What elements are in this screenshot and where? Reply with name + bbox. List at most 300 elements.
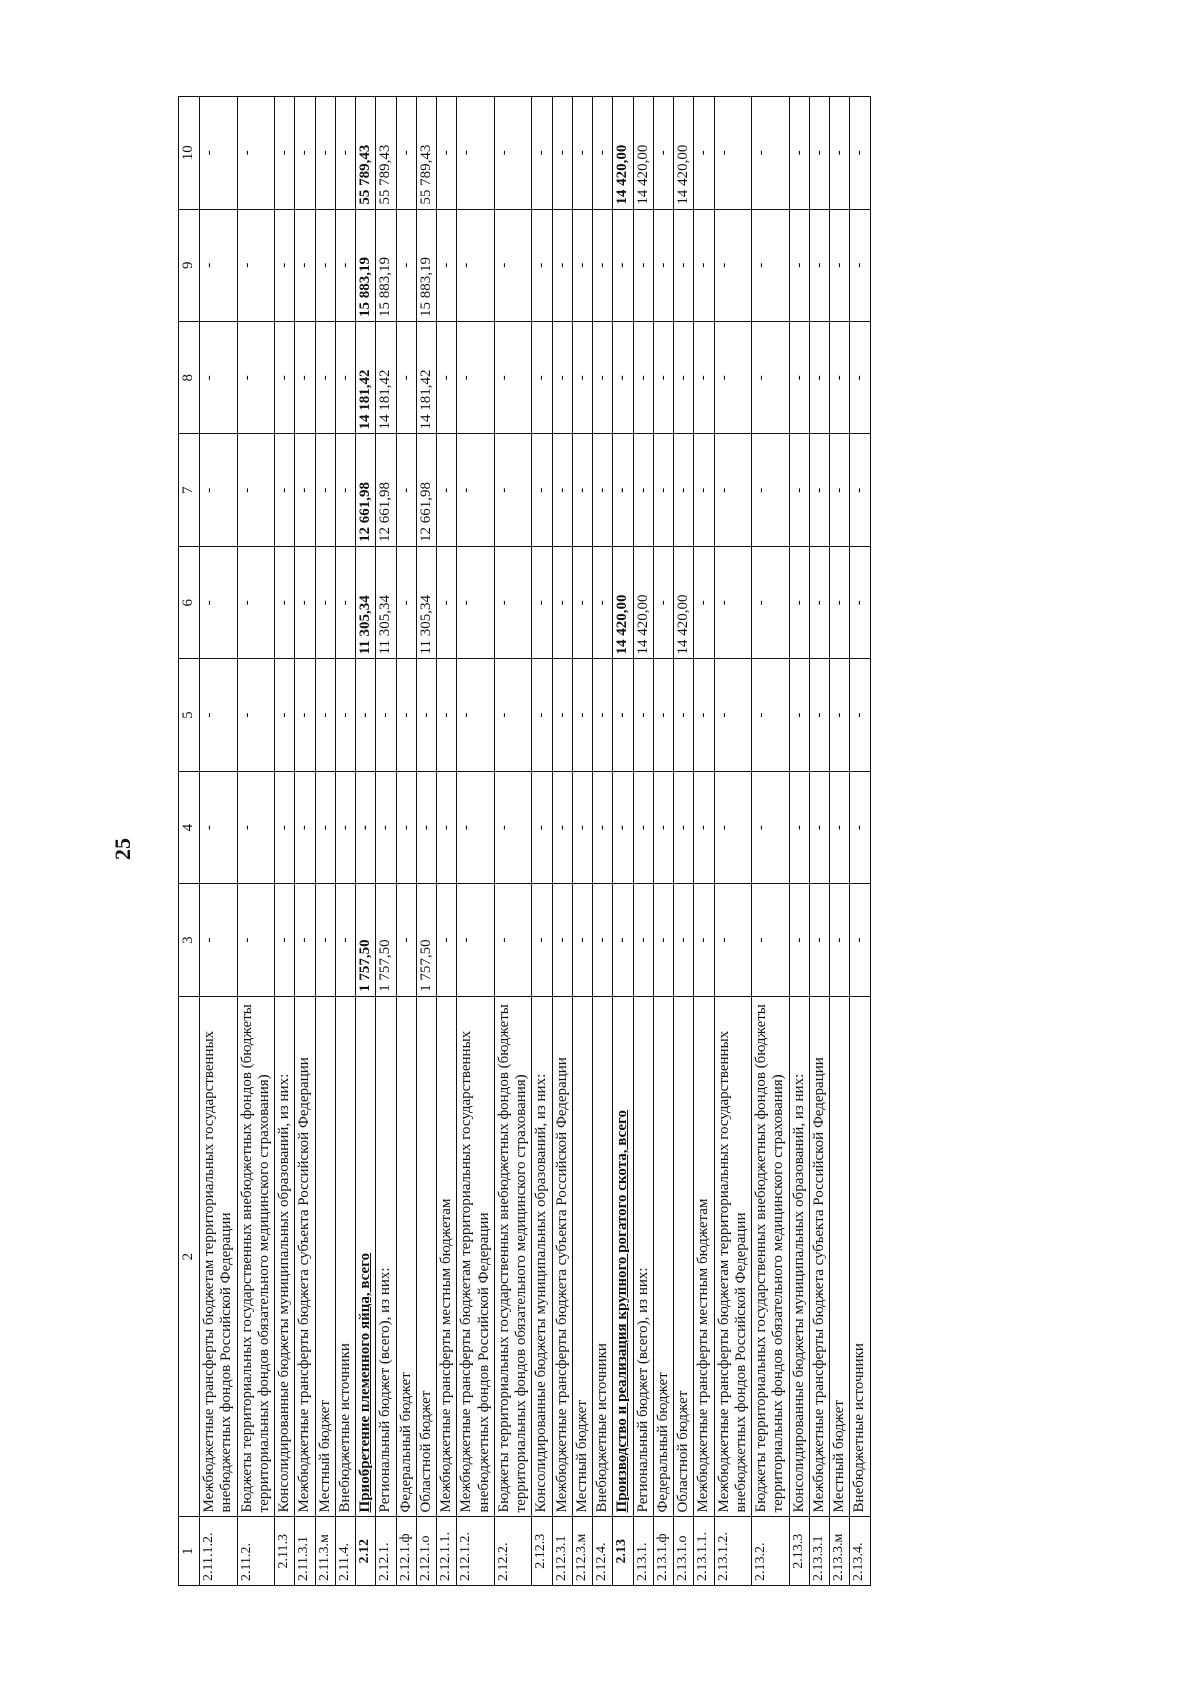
- value-cell: -: [532, 209, 552, 321]
- value-cell: -: [674, 209, 694, 321]
- value-cell: -: [532, 771, 552, 883]
- row-code: 2.12.3.1: [552, 1517, 572, 1586]
- value-cell: -: [396, 209, 416, 321]
- value-cell: -: [335, 546, 355, 658]
- value-cell: -: [237, 546, 275, 658]
- row-name: Межбюджетные трансферты бюджетам территориальных государственных внебюджетных фондов Российской Федерации: [714, 996, 752, 1517]
- value-cell: -: [694, 209, 714, 321]
- value-cell: -: [457, 546, 495, 658]
- value-cell: -: [275, 209, 295, 321]
- row-code: 2.11.1.2.: [200, 1517, 238, 1586]
- value-cell: -: [674, 884, 694, 996]
- row-name: Межбюджетные трансферты бюджета субъекта Российской Федерации: [809, 996, 829, 1517]
- value-cell: 12 661,98: [376, 434, 396, 546]
- row-code: 2.11.3.м: [315, 1517, 335, 1586]
- value-cell: -: [653, 659, 673, 771]
- row-name: Внебюджетные источники: [850, 996, 870, 1517]
- value-cell: 1 757,50: [356, 884, 376, 996]
- value-cell: -: [752, 546, 790, 658]
- value-cell: -: [552, 659, 572, 771]
- row-name: Областной бюджет: [416, 996, 436, 1517]
- value-cell: -: [809, 322, 829, 434]
- value-cell: -: [613, 434, 633, 546]
- value-cell: -: [275, 322, 295, 434]
- value-cell: -: [200, 97, 238, 210]
- value-cell: -: [572, 659, 592, 771]
- value-cell: -: [494, 884, 532, 996]
- value-cell: -: [633, 771, 653, 883]
- value-cell: -: [850, 771, 870, 883]
- table-row: [275, 97, 295, 1586]
- value-cell: -: [694, 771, 714, 883]
- value-cell: -: [552, 434, 572, 546]
- value-cell: 12 661,98: [416, 434, 436, 546]
- value-cell: -: [494, 546, 532, 658]
- row-code: 2.11.4.: [335, 1517, 355, 1586]
- value-cell: -: [315, 322, 335, 434]
- row-code: 2.13.3: [789, 1517, 809, 1586]
- row-name: Консолидированные бюджеты муниципальных образований, из них:: [275, 996, 295, 1517]
- value-cell: -: [809, 659, 829, 771]
- table-row: [315, 97, 335, 1586]
- table-row: [830, 97, 850, 1586]
- value-cell: 11 305,34: [356, 546, 376, 658]
- column-header: 2: [179, 996, 200, 1517]
- value-cell: -: [457, 659, 495, 771]
- value-cell: -: [315, 771, 335, 883]
- row-name: Межбюджетные трансферты бюджетам территориальных государственных внебюджетных фондов Российской Федерации: [457, 996, 495, 1517]
- value-cell: -: [437, 209, 457, 321]
- value-cell: -: [295, 434, 315, 546]
- value-cell: -: [653, 322, 673, 434]
- row-name: Бюджеты территориальных государственных внебюджетных фондов (бюджеты территориальных фондов обязательного медицинского страхования): [752, 996, 790, 1517]
- table-row: [593, 97, 613, 1586]
- value-cell: -: [613, 884, 633, 996]
- value-cell: -: [200, 884, 238, 996]
- value-cell: -: [295, 771, 315, 883]
- column-header: 5: [179, 659, 200, 771]
- value-cell: -: [809, 771, 829, 883]
- value-cell: 14 420,00: [633, 546, 653, 658]
- value-cell: -: [552, 884, 572, 996]
- table-row: [653, 97, 673, 1586]
- table-row: [572, 97, 592, 1586]
- table-row: [335, 97, 355, 1586]
- value-cell: -: [237, 209, 275, 321]
- value-cell: -: [275, 546, 295, 658]
- value-cell: -: [237, 659, 275, 771]
- value-cell: -: [809, 546, 829, 658]
- value-cell: -: [830, 546, 850, 658]
- value-cell: -: [396, 771, 416, 883]
- row-code: 2.13.2.: [752, 1517, 790, 1586]
- value-cell: -: [830, 659, 850, 771]
- row-code: 2.13.1.2.: [714, 1517, 752, 1586]
- value-cell: -: [237, 97, 275, 210]
- value-cell: -: [494, 659, 532, 771]
- value-cell: -: [335, 771, 355, 883]
- value-cell: -: [396, 659, 416, 771]
- value-cell: -: [396, 884, 416, 996]
- row-name: Внебюджетные источники: [335, 996, 355, 1517]
- value-cell: -: [457, 322, 495, 434]
- row-code: 2.11.3: [275, 1517, 295, 1586]
- row-name: Местный бюджет: [572, 996, 592, 1517]
- row-name: Межбюджетные трансферты бюджета субъекта Российской Федерации: [552, 996, 572, 1517]
- value-cell: -: [613, 209, 633, 321]
- value-cell: -: [335, 434, 355, 546]
- value-cell: -: [532, 322, 552, 434]
- value-cell: -: [572, 434, 592, 546]
- value-cell: -: [200, 659, 238, 771]
- value-cell: -: [714, 97, 752, 210]
- row-code: 2.13.1.1.: [694, 1517, 714, 1586]
- value-cell: -: [494, 97, 532, 210]
- value-cell: -: [457, 209, 495, 321]
- value-cell: -: [789, 322, 809, 434]
- value-cell: -: [335, 209, 355, 321]
- value-cell: 1 757,50: [416, 884, 436, 996]
- value-cell: -: [335, 97, 355, 210]
- value-cell: -: [200, 434, 238, 546]
- value-cell: -: [850, 884, 870, 996]
- value-cell: -: [315, 659, 335, 771]
- value-cell: -: [356, 771, 376, 883]
- value-cell: -: [752, 659, 790, 771]
- value-cell: -: [237, 884, 275, 996]
- row-name: Федеральный бюджет: [396, 996, 416, 1517]
- value-cell: -: [532, 659, 552, 771]
- value-cell: -: [572, 884, 592, 996]
- value-cell: -: [653, 97, 673, 210]
- value-cell: -: [714, 209, 752, 321]
- row-name: Межбюджетные трансферты бюджета субъекта Российской Федерации: [295, 996, 315, 1517]
- row-code: 2.12.1.2.: [457, 1517, 495, 1586]
- value-cell: -: [694, 546, 714, 658]
- value-cell: -: [633, 659, 653, 771]
- value-cell: -: [295, 97, 315, 210]
- value-cell: -: [376, 659, 396, 771]
- value-cell: -: [437, 322, 457, 434]
- value-cell: -: [613, 771, 633, 883]
- value-cell: -: [850, 209, 870, 321]
- value-cell: 11 305,34: [376, 546, 396, 658]
- table-row: [552, 97, 572, 1586]
- value-cell: -: [457, 434, 495, 546]
- row-name: Внебюджетные источники: [593, 996, 613, 1517]
- value-cell: -: [653, 434, 673, 546]
- value-cell: -: [295, 659, 315, 771]
- value-cell: 55 789,43: [416, 97, 436, 210]
- value-cell: -: [613, 322, 633, 434]
- row-name: Межбюджетные трансферты местным бюджетам: [437, 996, 457, 1517]
- row-name: Региональный бюджет (всего), из них:: [633, 996, 653, 1517]
- value-cell: 14 181,42: [356, 322, 376, 434]
- value-cell: -: [850, 659, 870, 771]
- column-header: 7: [179, 434, 200, 546]
- column-header: 4: [179, 771, 200, 883]
- row-code: 2.13: [613, 1517, 633, 1586]
- value-cell: 55 789,43: [356, 97, 376, 210]
- value-cell: -: [830, 434, 850, 546]
- row-name: Областной бюджет: [674, 996, 694, 1517]
- value-cell: -: [830, 771, 850, 883]
- rotated-page: [178, 96, 1058, 1586]
- table-row: [532, 97, 552, 1586]
- value-cell: -: [494, 322, 532, 434]
- table-row: [694, 97, 714, 1586]
- row-code: 2.13.1.о: [674, 1517, 694, 1586]
- column-header: 3: [179, 884, 200, 996]
- value-cell: -: [376, 771, 396, 883]
- value-cell: -: [295, 884, 315, 996]
- row-name: Консолидированные бюджеты муниципальных образований, из них:: [789, 996, 809, 1517]
- value-cell: -: [295, 546, 315, 658]
- table-body: [200, 97, 871, 1586]
- value-cell: -: [593, 884, 613, 996]
- row-code: 2.13.3.1: [809, 1517, 829, 1586]
- value-cell: -: [437, 434, 457, 546]
- row-code: 2.12.1.: [376, 1517, 396, 1586]
- value-cell: 14 420,00: [674, 97, 694, 210]
- value-cell: -: [714, 884, 752, 996]
- row-code: 2.12.4.: [593, 1517, 613, 1586]
- row-code: 2.12.1.ф: [396, 1517, 416, 1586]
- value-cell: -: [809, 97, 829, 210]
- value-cell: -: [752, 322, 790, 434]
- value-cell: -: [752, 97, 790, 210]
- value-cell: -: [674, 322, 694, 434]
- value-cell: -: [789, 209, 809, 321]
- value-cell: -: [830, 322, 850, 434]
- value-cell: -: [789, 884, 809, 996]
- value-cell: -: [237, 322, 275, 434]
- value-cell: -: [552, 546, 572, 658]
- value-cell: -: [275, 884, 295, 996]
- value-cell: -: [674, 659, 694, 771]
- value-cell: -: [593, 434, 613, 546]
- row-name: Бюджеты территориальных государственных внебюджетных фондов (бюджеты территориальных фондов обязательного медицинского страхования): [494, 996, 532, 1517]
- value-cell: -: [752, 434, 790, 546]
- value-cell: -: [593, 659, 613, 771]
- value-cell: -: [552, 209, 572, 321]
- value-cell: -: [457, 97, 495, 210]
- column-header: 1: [179, 1517, 200, 1586]
- value-cell: -: [633, 322, 653, 434]
- value-cell: -: [396, 322, 416, 434]
- row-name: Бюджеты территориальных государственных внебюджетных фондов (бюджеты территориальных фондов обязательного медицинского страхования): [237, 996, 275, 1517]
- value-cell: -: [572, 322, 592, 434]
- value-cell: -: [275, 659, 295, 771]
- value-cell: -: [200, 771, 238, 883]
- value-cell: -: [275, 434, 295, 546]
- value-cell: -: [593, 209, 613, 321]
- row-code: 2.13.1.: [633, 1517, 653, 1586]
- value-cell: -: [532, 546, 552, 658]
- value-cell: -: [809, 884, 829, 996]
- column-header: 10: [179, 97, 200, 210]
- value-cell: -: [752, 771, 790, 883]
- row-name: Федеральный бюджет: [653, 996, 673, 1517]
- value-cell: -: [714, 771, 752, 883]
- value-cell: -: [494, 771, 532, 883]
- value-cell: 12 661,98: [356, 434, 376, 546]
- value-cell: -: [789, 771, 809, 883]
- row-name: Межбюджетные трансферты бюджетам территориальных государственных внебюджетных фондов Российской Федерации: [200, 996, 238, 1517]
- value-cell: -: [714, 546, 752, 658]
- value-cell: -: [809, 209, 829, 321]
- value-cell: -: [416, 771, 436, 883]
- value-cell: -: [633, 884, 653, 996]
- value-cell: -: [593, 771, 613, 883]
- value-cell: -: [315, 434, 335, 546]
- table-row: [437, 97, 457, 1586]
- value-cell: -: [694, 434, 714, 546]
- page-number: 25: [110, 838, 135, 860]
- row-code: 2.12: [356, 1517, 376, 1586]
- value-cell: -: [850, 322, 870, 434]
- value-cell: -: [694, 322, 714, 434]
- header-row: [179, 97, 200, 1586]
- row-name: Местный бюджет: [830, 996, 850, 1517]
- value-cell: -: [850, 97, 870, 210]
- value-cell: -: [593, 546, 613, 658]
- value-cell: -: [275, 97, 295, 210]
- value-cell: -: [437, 659, 457, 771]
- value-cell: -: [437, 884, 457, 996]
- value-cell: -: [396, 97, 416, 210]
- value-cell: -: [789, 546, 809, 658]
- value-cell: 15 883,19: [376, 209, 396, 321]
- value-cell: -: [237, 434, 275, 546]
- value-cell: -: [830, 884, 850, 996]
- row-code: 2.13.3.м: [830, 1517, 850, 1586]
- table-row: [674, 97, 694, 1586]
- row-name: Межбюджетные трансферты местным бюджетам: [694, 996, 714, 1517]
- value-cell: 55 789,43: [376, 97, 396, 210]
- value-cell: -: [315, 209, 335, 321]
- value-cell: -: [653, 546, 673, 658]
- value-cell: -: [416, 659, 436, 771]
- value-cell: -: [200, 546, 238, 658]
- value-cell: -: [674, 771, 694, 883]
- row-name: Региональный бюджет (всего), из них:: [376, 996, 396, 1517]
- value-cell: -: [356, 659, 376, 771]
- value-cell: -: [850, 546, 870, 658]
- value-cell: -: [714, 434, 752, 546]
- value-cell: -: [335, 884, 355, 996]
- row-code: 2.12.3: [532, 1517, 552, 1586]
- table-row: [376, 97, 396, 1586]
- row-code: 2.12.2.: [494, 1517, 532, 1586]
- table-row: [200, 97, 238, 1586]
- value-cell: 15 883,19: [416, 209, 436, 321]
- table-row: [613, 97, 633, 1586]
- table-row: [633, 97, 653, 1586]
- value-cell: 15 883,19: [356, 209, 376, 321]
- row-code: 2.12.1.о: [416, 1517, 436, 1586]
- value-cell: -: [494, 434, 532, 546]
- value-cell: -: [396, 434, 416, 546]
- row-name: Местный бюджет: [315, 996, 335, 1517]
- value-cell: -: [532, 884, 552, 996]
- value-cell: -: [850, 434, 870, 546]
- value-cell: -: [572, 771, 592, 883]
- value-cell: -: [572, 97, 592, 210]
- value-cell: -: [653, 884, 673, 996]
- row-code: 2.12.3.м: [572, 1517, 592, 1586]
- column-header: 8: [179, 322, 200, 434]
- table-row: [789, 97, 809, 1586]
- value-cell: -: [315, 546, 335, 658]
- column-header: 9: [179, 209, 200, 321]
- table-row: [809, 97, 829, 1586]
- value-cell: -: [789, 434, 809, 546]
- value-cell: -: [552, 322, 572, 434]
- value-cell: -: [613, 659, 633, 771]
- value-cell: -: [694, 97, 714, 210]
- value-cell: -: [694, 884, 714, 996]
- value-cell: -: [714, 659, 752, 771]
- column-header: 6: [179, 546, 200, 658]
- table-row: [237, 97, 275, 1586]
- value-cell: -: [532, 434, 552, 546]
- value-cell: -: [437, 546, 457, 658]
- value-cell: -: [437, 97, 457, 210]
- value-cell: -: [593, 322, 613, 434]
- table-row: [356, 97, 376, 1586]
- value-cell: 14 181,42: [376, 322, 396, 434]
- budget-table: [178, 96, 871, 1586]
- value-cell: -: [237, 771, 275, 883]
- row-code: 2.13.4.: [850, 1517, 870, 1586]
- value-cell: -: [674, 434, 694, 546]
- value-cell: -: [694, 659, 714, 771]
- value-cell: -: [752, 209, 790, 321]
- row-code: 2.12.1.1.: [437, 1517, 457, 1586]
- value-cell: -: [752, 884, 790, 996]
- value-cell: -: [295, 322, 315, 434]
- value-cell: -: [552, 97, 572, 210]
- value-cell: -: [633, 209, 653, 321]
- value-cell: -: [457, 771, 495, 883]
- value-cell: -: [315, 97, 335, 210]
- value-cell: -: [396, 546, 416, 658]
- value-cell: -: [335, 659, 355, 771]
- value-cell: 14 181,42: [416, 322, 436, 434]
- value-cell: 1 757,50: [376, 884, 396, 996]
- value-cell: -: [830, 209, 850, 321]
- row-name: Приобретение племенного яйца, всего: [356, 996, 376, 1517]
- table-row: [295, 97, 315, 1586]
- value-cell: -: [335, 322, 355, 434]
- value-cell: -: [653, 771, 673, 883]
- value-cell: -: [532, 97, 552, 210]
- value-cell: -: [275, 771, 295, 883]
- row-code: 2.13.1.ф: [653, 1517, 673, 1586]
- value-cell: -: [789, 659, 809, 771]
- value-cell: -: [200, 209, 238, 321]
- value-cell: 14 420,00: [613, 97, 633, 210]
- value-cell: -: [653, 209, 673, 321]
- value-cell: -: [572, 209, 592, 321]
- table-row: [850, 97, 870, 1586]
- value-cell: -: [295, 209, 315, 321]
- value-cell: -: [200, 322, 238, 434]
- table-row: [396, 97, 416, 1586]
- value-cell: 11 305,34: [416, 546, 436, 658]
- row-name: Консолидированные бюджеты муниципальных образований, из них:: [532, 996, 552, 1517]
